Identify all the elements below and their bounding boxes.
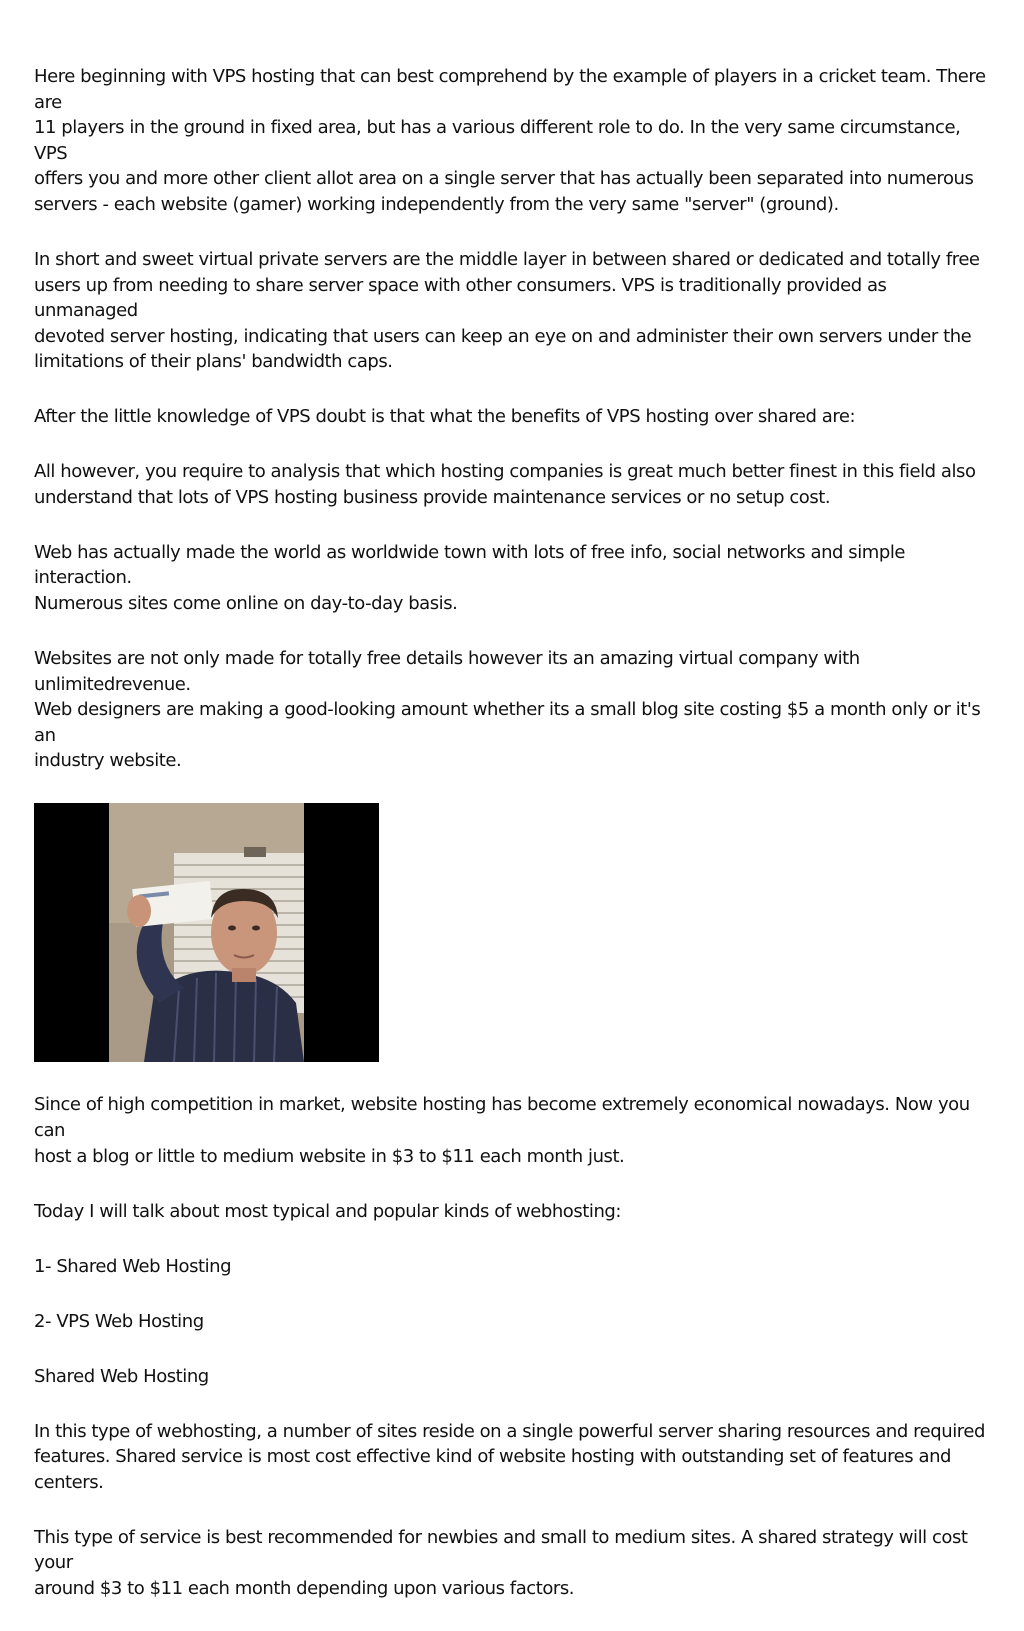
photo-illustration <box>34 803 379 1062</box>
list-item: 1- Shared Web Hosting <box>34 1255 232 1277</box>
paragraph: Since of high competition in market, website hosting has become extremely economical nowadays. Now you can host a blog or little to medium website in $3 to $11 each month just. <box>34 1094 970 1167</box>
paragraph: In this type of webhosting, a number of sites reside on a single powerful server sharing resources and required features. Shared service is most cost effective kind of website hosting with outstanding set of features and centers. <box>34 1420 985 1493</box>
paragraph: In short and sweet virtual private servers are the middle layer in between shared or dedicated and totally free users up from needing to share server space with other consumers. VPS is traditionally provided as unmanaged devoted server hosting, indicating that users can keep an eye on and administer their own servers under the limitations of their plans' bandwidth caps. <box>34 248 980 373</box>
man-holding-check-photo <box>34 803 379 1062</box>
paragraph: After the little knowledge of VPS doubt is that what the benefits of VPS hosting over shared are: <box>34 406 856 428</box>
list-item: 2- VPS Web Hosting <box>34 1310 204 1332</box>
paragraph: All however, you require to analysis that which hosting companies is great much better finest in this field also understand that lots of VPS hosting business provide maintenance services or no setup cost. <box>34 461 976 508</box>
paragraph: Today I will talk about most typical and popular kinds of webhosting: <box>34 1200 622 1222</box>
paragraph: Web has actually made the world as worldwide town with lots of free info, social networks and simple interaction. Numerous sites come online on day-to-day basis. <box>34 541 905 615</box>
paragraph: Here beginning with VPS hosting that can best comprehend by the example of players in a cricket team. There are 11 players in the ground in fixed area, but has a various different role to do. In the very same circumstance, VPS offers you and more other client allot area on a single server that has actually been separated into numerous servers - each website (gamer) working independently from the very same "server" (ground). <box>34 66 986 215</box>
paragraph: Websites are not only made for totally free details however its an amazing virtual company with unlimitedrevenue. Web designers are making a good-looking amount whether its a small blog site costing $5 a month only or it's an industry website. <box>34 648 981 772</box>
section-heading: Shared Web Hosting <box>34 1365 209 1387</box>
article-body <box>34 64 994 1631</box>
paragraph: This type of service is best recommended for newbies and small to medium sites. A shared strategy will cost your around $3 to $11 each month depending upon various factors. <box>34 1526 968 1599</box>
